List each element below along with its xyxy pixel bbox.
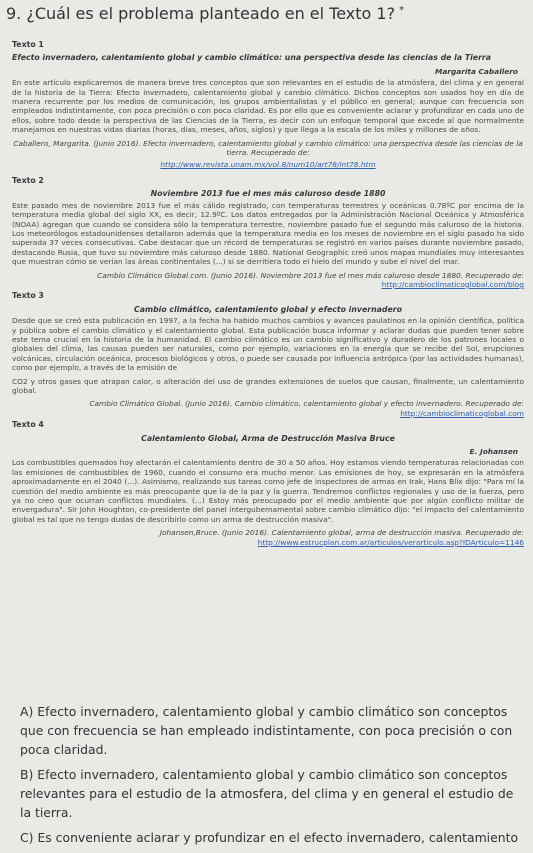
- option-b[interactable]: [20, 765, 520, 822]
- text-3: [12, 291, 524, 418]
- reference-link[interactable]: http://www.estrucplan.com.ar/articulos/verarticulo.asp?IDArticulo=1146: [257, 537, 524, 547]
- text-2: [12, 176, 524, 289]
- text-body: Este pasado mes de noviembre 2013 fue el más cálido registrado, con temperaturas terrestres y oceánicas 0.78ºC por encima de la temperatura media global del siglo XX, es decir, 12.9ºC. Los datos entregados por la Administración Nacional Oceánica y Atmosférica (NOAA) agregan que cuando se considera sólo la temperatura terrestre, noviembre pasado fue el segundo más caluroso de la historia. Los meteorólogos estadounidenses detallaron además que la temperatura media en los meses de noviembre en el siglo pasado ha sido superada 37 veces consecutivas. Cabe destacar que un récord de temperaturas se registró en varios países durante noviembre pasado, destacando Rusia, que tuvo su noviembre más caluroso desde 1880. National Geographic creó unos mapas mundiales muy interesantes que muestran cómo se verían las áreas continentales (...) si se derritiera todo el hielo del mundo y sube el nivel del mar.: [12, 200, 524, 267]
- answer-options: [20, 702, 520, 853]
- text-title: Calentamiento Global, Arma de Destrucción Masiva Bruce: [141, 433, 395, 443]
- text-label: Texto 2: [12, 175, 44, 185]
- text-title: Noviembre 2013 fue el mes más caluroso desde 1880: [150, 189, 386, 199]
- text-label: Texto 3: [12, 291, 44, 301]
- texts-document: [12, 40, 524, 549]
- option-letter: A): [20, 704, 34, 719]
- text-4: [12, 420, 524, 547]
- text-title: Efecto invernadero, calentamiento global y cambio climático: una perspectiva desde las ciencias de la Tierra: [12, 53, 492, 63]
- reference-link[interactable]: http://cambioclimaticoglobal.com/blog: [381, 279, 524, 289]
- option-letter: C): [20, 830, 34, 845]
- text-label: Texto 1: [12, 40, 44, 49]
- option-text: Efecto invernadero, calentamiento global y cambio climático son conceptos que con frecuencia se han empleado indistintamente, con poca precisión o con poca claridad.: [20, 704, 513, 757]
- question-title: [6, 4, 526, 23]
- required-mark: *: [399, 4, 405, 16]
- text-body-continued: CO2 y otros gases que atrapan calor, o alteración del uso de grandes extensiones de suelos que causan, finalmente, un calentamiento global.: [12, 376, 524, 395]
- option-text: Efecto invernadero, calentamiento global y cambio climático son conceptos relevantes para el estudio de la atmosfera, del clima y en general el estudio de la tierra.: [20, 767, 514, 820]
- text-author: Margarita Caballero: [434, 66, 518, 76]
- text-body: En este artículo explicaremos de manera breve tres conceptos que son relevantes en el estudio de la atmósfera, del clima y en general de la historia de la Tierra: Efecto invernadero, calentamiento global y cambio climático. Dichos conceptos son usados hoy en día de manera recurrente por los medios de comunicación, los grupos ambientalistas y el público en general; aunque con frecuencia son empleados indistintamente, con poca precisión o con poca claridad. Es por ello que es conveniente aclarar y profundizar en cada uno de ellos, sobre todo desde la perspectiva de las Ciencias de la Tierra, es decir con un enfoque temporal que excede al que normalmente manejamos en nuestras vidas diarias (horas, días, meses, años, siglos) y que llega a la escala de los miles y millones de años.: [12, 78, 524, 135]
- option-letter: B): [20, 767, 34, 782]
- option-c[interactable]: [20, 828, 520, 847]
- text-body: Los combustibles quemados hoy afectarán el calentamiento dentro de 30 a 50 años. Hoy estamos viendo temperaturas relacionadas con las emisiones de combustibles de 1960, cuando el consumo era mucho menor. Las emisiones de hoy, se expresarán en la atmósfera aproximadamente en el 2040 (...). Asimismo, realizando sus tareas como jefe de inspectores de armas en Irak, Hans Blix dijo: "Para mí la cuestión del medio ambiente es más preocupante que la de la paz y la guerra. Tendremos conflictos regionales y uso de la fuerza, pero ya no creo que ocurran conflictos mundiales. (...) Estoy más preocupado por el medio ambiente que por algún conflicto militar de envergadura". Sir John Houghton, co-presidente del panel intergubernamental sobre cambio climático dijo: "el impacto del calentamiento global es tal que no tengo dudas de describirlo como un arma de destrucción masiva".: [12, 458, 524, 524]
- reference-link[interactable]: http://cambioclimaticoglobal.com: [400, 408, 524, 418]
- text-title: Cambio climático, calentamiento global y efecto invernadero: [133, 304, 402, 314]
- text-author: E. Johansen: [469, 447, 518, 457]
- text-1: [12, 40, 524, 170]
- question-text: 9. ¿Cuál es el problema planteado en el Texto 1?: [6, 4, 396, 23]
- text-body: Desde que se creó esta publicación en 1997, a la fecha ha habido muchos cambios y avances paulatinos en la opinión científica, política y pública sobre el cambio climático y el calentamiento global. Esta publicación busca informar y aclarar dudas que pueden tener sobre este tema crucial en la historia de la humanidad. El cambio climático es un cambio significativo y duradero de los patrones locales o globales del clima, las causas pueden ser naturales, como por ejemplo, variaciones en la energía que se recibe del Sol, erupciones volcánicas, circulación oceánica, procesos biológicos y otros, o puede ser causada por influencia antrópica (por las actividades humanas), como por ejemplo, a través de la emisión de: [12, 316, 524, 373]
- option-text: Es conveniente aclarar y profundizar en el efecto invernadero, calentamiento: [37, 830, 519, 845]
- text-label: Texto 4: [12, 420, 44, 430]
- text-reference: Johansen,Bruce. (Junio 2016). Calentamiento global, arma de destrucción masiva. Recuperado de:: [159, 528, 524, 538]
- text-reference: Caballero, Margarita. (Junio 2016). Efecto invernadero, calentamiento global y cambio climático: una perspectiva desde las ciencias de la tierra. Recuperado de:: [13, 138, 523, 158]
- text-reference: Cambio Climático Global. (Junio 2016). Cambio climático, calentamiento global y efecto invernadero. Recuperado de:: [89, 399, 524, 409]
- option-a[interactable]: [20, 702, 520, 759]
- reference-link[interactable]: http://www.revista.unam.mx/vol.8/num10/art78/int78.htm: [160, 160, 376, 170]
- text-reference: Cambio Climático Global.com. (Junio 2016). Noviembre 2013 fue el mes más caluroso desde 1880. Recuperado de:: [97, 270, 524, 280]
